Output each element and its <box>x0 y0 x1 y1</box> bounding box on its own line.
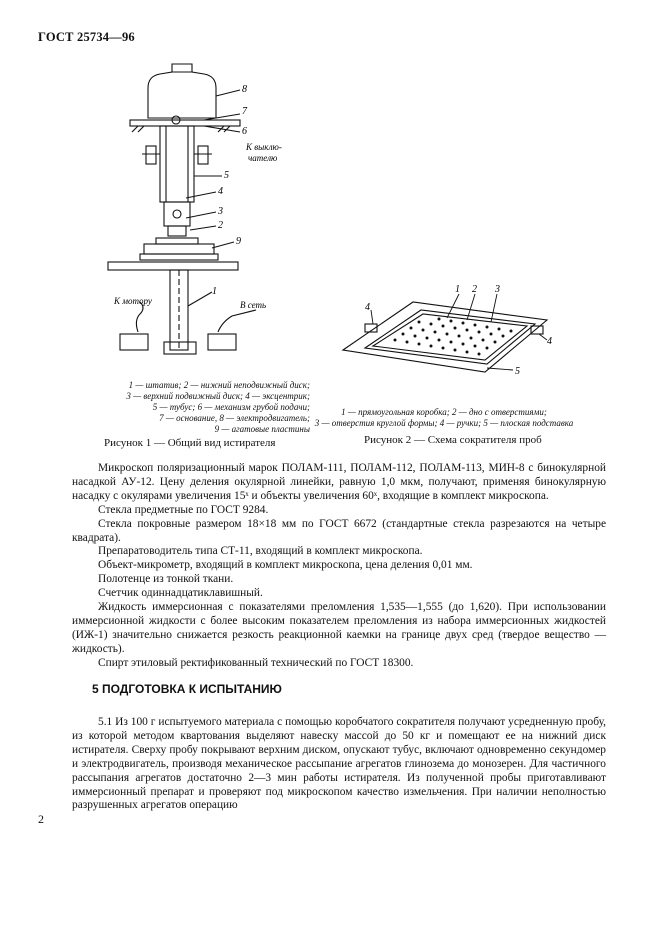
fig1-callout-to-network: В сеть <box>240 300 267 310</box>
fig1-callout-1: 1 <box>212 286 217 297</box>
fig1-callout-9: 9 <box>236 236 241 247</box>
fig1-callout-8: 8 <box>242 84 247 95</box>
figure-2-caption: Рисунок 2 — Схема сократителя проб <box>364 434 542 446</box>
fig2-callout-4-right: 4 <box>547 336 552 347</box>
paragraph: Препаратоводитель типа СТ-11, входящий в комплект микроскопа. <box>98 545 423 558</box>
fig1-callout-3: 3 <box>218 206 223 217</box>
fig2-legend-line: 3 — отверстия круглой формы; 4 — ручки; 5 — плоская подставка <box>314 418 574 428</box>
body-text <box>72 462 606 671</box>
section-text <box>72 716 606 813</box>
figure-2-legend <box>310 407 578 429</box>
section-heading: 5 ПОДГОТОВКА К ИСПЫТАНИЮ <box>92 682 282 696</box>
fig1-callout-2: 2 <box>218 220 223 231</box>
fig1-callout-6: 6 <box>242 126 247 137</box>
figure-2-divider-drawing <box>335 280 560 390</box>
paragraph: Стекла предметные по ГОСТ 9284. <box>98 503 269 516</box>
fig2-callout-4-left: 4 <box>365 302 370 313</box>
fig1-legend-line: 1 — штатив; 2 — нижний неподвижный диск; <box>128 380 310 390</box>
fig1-callout-to-motor: К мотору <box>114 296 152 306</box>
fig1-callout-switch-2: чателю <box>248 153 278 163</box>
paragraph: Объект-микрометр, входящий в комплект микроскопа, цена деления 0,01 мм. <box>98 559 473 572</box>
fig1-callout-4: 4 <box>218 186 223 197</box>
fig1-legend-line: 9 — агатовые пластины <box>214 424 310 434</box>
fig1-legend-line: 5 — тубус; 6 — механизм грубой подачи; <box>152 402 310 412</box>
fig2-callout-3: 3 <box>495 284 500 295</box>
paragraph: Счетчик одиннадцатиклавишный. <box>98 587 263 600</box>
fig2-callout-1: 1 <box>455 284 460 295</box>
page-number: 2 <box>38 812 44 826</box>
paragraph: 5.1 Из 100 г испытуемого материала с помощью коробчатого сократителя получают усредненную пробу, из которой методом квартования выделяют навеску массой до 50 кг и помещают ее на нижний диск истирателя. Сверху пробу покрывают верхним диском, опускают тубус, включают одновременно секундомер и электродвигатель, производя механическое рассыпание агрегатов глинозема до монозерен. Для частичного рассыпания агрегатов достаточно 2—3 мин работы истирателя. Из полученной пробы приготавливают иммерсионный препарат и проверяют под микроскопом качество измельчения. При наличии неполностью разрушенных агрегатов операцию <box>72 716 606 812</box>
figure-1-caption: Рисунок 1 — Общий вид истирателя <box>104 437 276 449</box>
paragraph: Жидкость иммерсионная с показателями преломления 1,535—1,555 (до 1,620). При использовании иммерсионной жидкости с более высоким показателем преломления из набора иммерсионных жидкостей (ИЖ-1) значительно снижается резкость реакционной каемки на границе двух сред (твердое вещество — жидкость). <box>72 601 606 655</box>
paragraph: Спирт этиловый ректификованный технический по ГОСТ 18300. <box>98 656 414 669</box>
paragraph: Микроскоп поляризационный марок ПОЛАМ-111, ПОЛАМ-112, ПОЛАМ-113, МИН-8 с бинокулярной насадкой АУ-12. Цену деления окулярной линейки, равную 1,0 мкм, получают, применяя бинокулярную насадку с окулярами увеличения 15ˣ и объекты увеличения 60ˣ, входящие в комплект микроскопа. <box>72 462 606 502</box>
fig2-callout-2: 2 <box>472 284 477 295</box>
paragraph: Полотенце из тонкой ткани. <box>98 573 234 586</box>
fig1-legend-line: 3 — верхний подвижный диск; 4 — эксцентрик; <box>126 391 310 401</box>
fig1-legend-line: 7 — основание, 8 — электродвигатель; <box>159 413 310 423</box>
fig1-callout-switch-1: К выклю- <box>246 142 282 152</box>
document-header: ГОСТ 25734—96 <box>38 30 135 44</box>
fig1-callout-5: 5 <box>224 170 229 181</box>
figure-1-grinder-drawing <box>100 58 300 378</box>
paragraph: Стекла покровные размером 18×18 мм по ГОСТ 6672 (стандартные стекла разрезаются на четыре квадрата). <box>72 517 606 544</box>
fig2-legend-line: 1 — прямоугольная коробка; 2 — дно с отверстиями; <box>341 407 547 417</box>
fig2-callout-5: 5 <box>515 366 520 377</box>
figure-1-legend <box>82 380 310 435</box>
fig1-callout-7: 7 <box>242 106 247 117</box>
round-holes <box>394 318 513 356</box>
